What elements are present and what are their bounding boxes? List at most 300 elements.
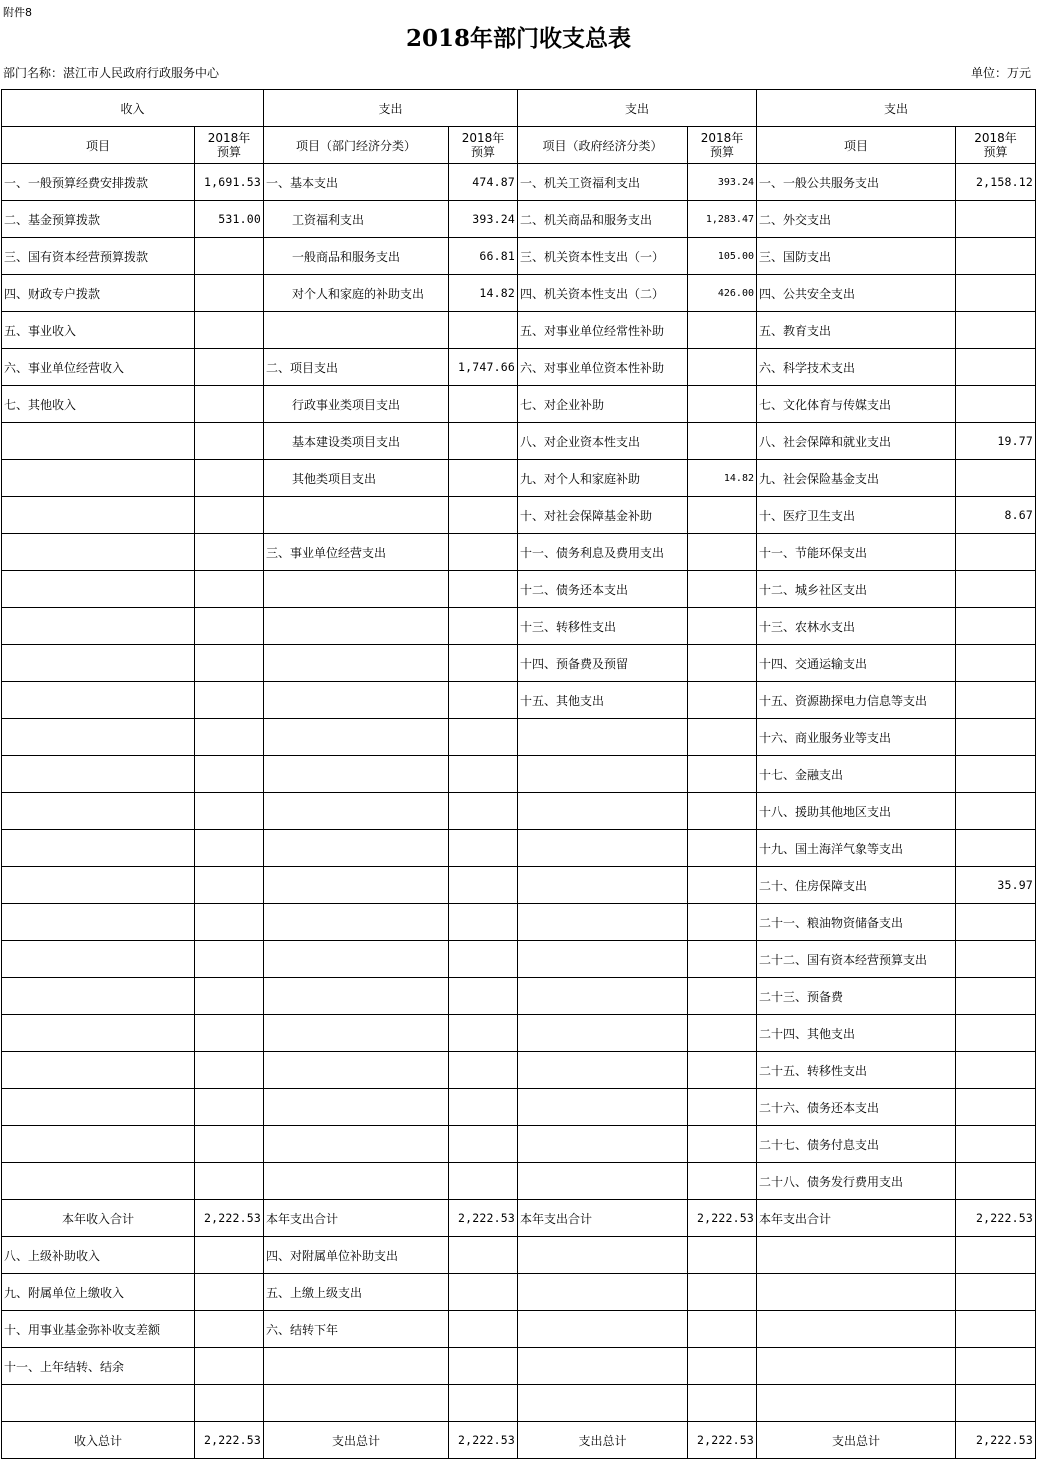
gov-econ-item bbox=[518, 1015, 688, 1052]
gov-econ-amount bbox=[688, 1015, 757, 1052]
functional-amount bbox=[956, 349, 1036, 386]
functional-item: 十九、国土海洋气象等支出 bbox=[757, 830, 956, 867]
income-amount bbox=[195, 793, 264, 830]
income-item bbox=[2, 682, 195, 719]
functional-amount bbox=[956, 460, 1036, 497]
page-title: 2018年部门收支总表 bbox=[405, 25, 631, 52]
gov-econ-item: 一、机关工资福利支出 bbox=[518, 164, 688, 201]
dept-econ-amount: 474.87 bbox=[449, 164, 518, 201]
dept-econ-item bbox=[264, 608, 449, 645]
gov-econ-amount bbox=[688, 756, 757, 793]
gov-econ-amount bbox=[688, 904, 757, 941]
income-item: 八、上级补助收入 bbox=[2, 1237, 195, 1274]
functional-item bbox=[757, 1237, 956, 1274]
gov-econ-item bbox=[518, 1163, 688, 1200]
year-expenditure-total-label: 本年支出合计 bbox=[264, 1200, 449, 1237]
header-budget-label: 预算 bbox=[983, 145, 1008, 159]
dept-econ-amount bbox=[449, 1237, 518, 1274]
gov-econ-amount bbox=[688, 1052, 757, 1089]
table-row bbox=[2, 867, 1036, 904]
dept-econ-amount bbox=[449, 719, 518, 756]
income-amount bbox=[195, 1052, 264, 1089]
header-budget-label: 预算 bbox=[470, 145, 495, 159]
table-row bbox=[2, 608, 1036, 645]
income-item: 二、基金预算拨款 bbox=[2, 201, 195, 238]
year-expenditure-total-label: 本年支出合计 bbox=[518, 1200, 688, 1237]
gov-econ-amount bbox=[688, 534, 757, 571]
functional-amount: 8.67 bbox=[956, 497, 1036, 534]
income-item: 三、国有资本经营预算拨款 bbox=[2, 238, 195, 275]
functional-amount bbox=[956, 645, 1036, 682]
gov-econ-amount bbox=[688, 1237, 757, 1274]
year-total-row bbox=[2, 1200, 1036, 1237]
functional-item: 八、社会保障和就业支出 bbox=[757, 423, 956, 460]
income-amount bbox=[195, 1015, 264, 1052]
functional-amount: 35.97 bbox=[956, 867, 1036, 904]
functional-amount bbox=[956, 238, 1036, 275]
income-amount bbox=[195, 867, 264, 904]
dept-econ-item bbox=[264, 312, 449, 349]
gov-econ-item bbox=[518, 1089, 688, 1126]
dept-econ-amount bbox=[449, 608, 518, 645]
header-item: 项目 bbox=[2, 127, 195, 164]
gov-econ-amount bbox=[688, 941, 757, 978]
functional-item: 二十五、转移性支出 bbox=[757, 1052, 956, 1089]
gov-econ-amount bbox=[688, 386, 757, 423]
table-row bbox=[2, 1237, 1036, 1274]
header-row-sections bbox=[2, 90, 1036, 127]
table-row bbox=[2, 1052, 1036, 1089]
dept-econ-amount: 393.24 bbox=[449, 201, 518, 238]
income-item bbox=[2, 756, 195, 793]
income-item bbox=[2, 830, 195, 867]
dept-econ-amount bbox=[449, 1052, 518, 1089]
dept-econ-amount bbox=[449, 386, 518, 423]
table-row bbox=[2, 534, 1036, 571]
income-item bbox=[2, 645, 195, 682]
income-item bbox=[2, 534, 195, 571]
functional-amount bbox=[956, 534, 1036, 571]
income-item bbox=[2, 608, 195, 645]
grand-expenditure-total-label: 支出总计 bbox=[757, 1422, 956, 1459]
gov-econ-item: 九、对个人和家庭补助 bbox=[518, 460, 688, 497]
dept-econ-item bbox=[264, 571, 449, 608]
dept-econ-item bbox=[264, 904, 449, 941]
table-row bbox=[2, 1015, 1036, 1052]
functional-item: 十一、节能环保支出 bbox=[757, 534, 956, 571]
income-amount bbox=[195, 1237, 264, 1274]
functional-amount bbox=[956, 1052, 1036, 1089]
table-row bbox=[2, 275, 1036, 312]
functional-amount bbox=[956, 1274, 1036, 1311]
dept-econ-item bbox=[264, 978, 449, 1015]
gov-econ-amount bbox=[688, 423, 757, 460]
dept-econ-item: 二、项目支出 bbox=[264, 349, 449, 386]
header-expenditure-2: 支出 bbox=[518, 90, 757, 127]
functional-amount bbox=[956, 571, 1036, 608]
dept-econ-item: 对个人和家庭的补助支出 bbox=[264, 275, 449, 312]
gov-econ-amount bbox=[688, 1089, 757, 1126]
header-expenditure-3: 支出 bbox=[757, 90, 1036, 127]
functional-item: 十八、援助其他地区支出 bbox=[757, 793, 956, 830]
dept-econ-amount bbox=[449, 1311, 518, 1348]
table-row bbox=[2, 1385, 1036, 1422]
functional-item: 三、国防支出 bbox=[757, 238, 956, 275]
gov-econ-amount bbox=[688, 719, 757, 756]
table-row bbox=[2, 238, 1036, 275]
income-amount bbox=[195, 904, 264, 941]
income-amount bbox=[195, 312, 264, 349]
income-item: 十、用事业基金弥补收支差额 bbox=[2, 1311, 195, 1348]
income-item bbox=[2, 1126, 195, 1163]
functional-amount: 19.77 bbox=[956, 423, 1036, 460]
unit-label: 单位：万元 bbox=[970, 66, 1031, 80]
functional-amount bbox=[956, 1311, 1036, 1348]
dept-econ-item: 四、对附属单位补助支出 bbox=[264, 1237, 449, 1274]
dept-econ-item bbox=[264, 1163, 449, 1200]
table-row bbox=[2, 941, 1036, 978]
income-amount bbox=[195, 1163, 264, 1200]
header-budget-year: 2018年 bbox=[974, 131, 1017, 145]
functional-amount bbox=[956, 756, 1036, 793]
table-row bbox=[2, 645, 1036, 682]
dept-econ-amount: 66.81 bbox=[449, 238, 518, 275]
table-row bbox=[2, 1163, 1036, 1200]
dept-econ-amount bbox=[449, 1348, 518, 1385]
functional-item: 二十二、国有资本经营预算支出 bbox=[757, 941, 956, 978]
income-amount bbox=[195, 830, 264, 867]
annex-label: 附件8 bbox=[3, 6, 32, 19]
income-amount bbox=[195, 275, 264, 312]
table-row bbox=[2, 756, 1036, 793]
income-amount bbox=[195, 1089, 264, 1126]
gov-econ-item: 十四、预备费及预留 bbox=[518, 645, 688, 682]
income-amount bbox=[195, 1385, 264, 1422]
income-amount bbox=[195, 460, 264, 497]
functional-amount bbox=[956, 941, 1036, 978]
functional-item: 六、科学技术支出 bbox=[757, 349, 956, 386]
income-item: 六、事业单位经营收入 bbox=[2, 349, 195, 386]
income-amount bbox=[195, 423, 264, 460]
gov-econ-item bbox=[518, 719, 688, 756]
gov-econ-amount bbox=[688, 1126, 757, 1163]
income-amount bbox=[195, 349, 264, 386]
functional-item bbox=[757, 1348, 956, 1385]
dept-econ-item bbox=[264, 830, 449, 867]
gov-econ-item bbox=[518, 1126, 688, 1163]
year-expenditure-total-amount: 2,222.53 bbox=[688, 1200, 757, 1237]
income-item bbox=[2, 978, 195, 1015]
income-amount: 531.00 bbox=[195, 201, 264, 238]
income-item bbox=[2, 719, 195, 756]
header-budget bbox=[449, 127, 518, 164]
income-item: 五、事业收入 bbox=[2, 312, 195, 349]
gov-econ-item bbox=[518, 904, 688, 941]
grand-expenditure-total-label: 支出总计 bbox=[264, 1422, 449, 1459]
functional-amount bbox=[956, 1237, 1036, 1274]
year-income-total-amount: 2,222.53 bbox=[195, 1200, 264, 1237]
gov-econ-amount: 426.00 bbox=[688, 275, 757, 312]
functional-item: 五、教育支出 bbox=[757, 312, 956, 349]
dept-econ-amount bbox=[449, 830, 518, 867]
gov-econ-amount bbox=[688, 1385, 757, 1422]
income-amount bbox=[195, 941, 264, 978]
income-item bbox=[2, 941, 195, 978]
grand-total-row bbox=[2, 1422, 1036, 1459]
header-row-columns bbox=[2, 127, 1036, 164]
dept-econ-amount bbox=[449, 941, 518, 978]
functional-item: 二十八、债务发行费用支出 bbox=[757, 1163, 956, 1200]
grand-expenditure-total-amount: 2,222.53 bbox=[956, 1422, 1036, 1459]
gov-econ-amount bbox=[688, 978, 757, 1015]
table-row bbox=[2, 460, 1036, 497]
functional-item: 十二、城乡社区支出 bbox=[757, 571, 956, 608]
income-item: 一、一般预算经费安排拨款 bbox=[2, 164, 195, 201]
gov-econ-item: 二、机关商品和服务支出 bbox=[518, 201, 688, 238]
gov-econ-item: 十二、债务还本支出 bbox=[518, 571, 688, 608]
income-item: 七、其他收入 bbox=[2, 386, 195, 423]
functional-item: 二十三、预备费 bbox=[757, 978, 956, 1015]
header-item-econ-dept: 项目（部门经济分类） bbox=[264, 127, 449, 164]
gov-econ-item bbox=[518, 1052, 688, 1089]
year-expenditure-total-amount: 2,222.53 bbox=[449, 1200, 518, 1237]
functional-item: 十六、商业服务业等支出 bbox=[757, 719, 956, 756]
functional-item: 二十六、债务还本支出 bbox=[757, 1089, 956, 1126]
dept-econ-item bbox=[264, 1015, 449, 1052]
income-amount bbox=[195, 386, 264, 423]
dept-econ-amount bbox=[449, 682, 518, 719]
functional-amount bbox=[956, 978, 1036, 1015]
table-row bbox=[2, 497, 1036, 534]
header-budget bbox=[956, 127, 1036, 164]
income-amount bbox=[195, 978, 264, 1015]
header-item-econ-gov: 项目（政府经济分类） bbox=[518, 127, 688, 164]
table-row bbox=[2, 423, 1036, 460]
functional-item: 二十七、债务付息支出 bbox=[757, 1126, 956, 1163]
income-item bbox=[2, 571, 195, 608]
gov-econ-amount bbox=[688, 497, 757, 534]
income-item bbox=[2, 1015, 195, 1052]
dept-econ-item: 六、结转下年 bbox=[264, 1311, 449, 1348]
functional-amount bbox=[956, 1348, 1036, 1385]
functional-item: 十、医疗卫生支出 bbox=[757, 497, 956, 534]
header-income: 收入 bbox=[2, 90, 264, 127]
functional-amount bbox=[956, 386, 1036, 423]
dept-econ-amount bbox=[449, 571, 518, 608]
functional-amount: 2,158.12 bbox=[956, 164, 1036, 201]
dept-econ-item: 其他类项目支出 bbox=[264, 460, 449, 497]
dept-econ-item bbox=[264, 1089, 449, 1126]
functional-amount bbox=[956, 1015, 1036, 1052]
dept-econ-amount bbox=[449, 645, 518, 682]
dept-econ-amount bbox=[449, 460, 518, 497]
table-row bbox=[2, 1274, 1036, 1311]
functional-amount bbox=[956, 1126, 1036, 1163]
dept-econ-item bbox=[264, 1052, 449, 1089]
gov-econ-amount: 105.00 bbox=[688, 238, 757, 275]
functional-item: 二十四、其他支出 bbox=[757, 1015, 956, 1052]
dept-econ-item bbox=[264, 1348, 449, 1385]
dept-econ-amount bbox=[449, 497, 518, 534]
dept-econ-amount bbox=[449, 1274, 518, 1311]
dept-econ-item: 行政事业类项目支出 bbox=[264, 386, 449, 423]
gov-econ-item: 十三、转移性支出 bbox=[518, 608, 688, 645]
dept-econ-amount bbox=[449, 978, 518, 1015]
income-amount bbox=[195, 238, 264, 275]
gov-econ-item bbox=[518, 830, 688, 867]
functional-item: 十四、交通运输支出 bbox=[757, 645, 956, 682]
gov-econ-item: 四、机关资本性支出（二） bbox=[518, 275, 688, 312]
dept-econ-item bbox=[264, 719, 449, 756]
header-budget bbox=[195, 127, 264, 164]
dept-econ-amount bbox=[449, 867, 518, 904]
table-row bbox=[2, 682, 1036, 719]
header-budget-label: 预算 bbox=[709, 145, 734, 159]
income-amount bbox=[195, 497, 264, 534]
dept-econ-item: 五、上缴上级支出 bbox=[264, 1274, 449, 1311]
dept-econ-item bbox=[264, 497, 449, 534]
gov-econ-item: 六、对事业单位资本性补助 bbox=[518, 349, 688, 386]
table-row bbox=[2, 349, 1036, 386]
gov-econ-amount bbox=[688, 867, 757, 904]
gov-econ-item bbox=[518, 867, 688, 904]
gov-econ-item: 五、对事业单位经常性补助 bbox=[518, 312, 688, 349]
income-amount bbox=[195, 1126, 264, 1163]
dept-econ-amount bbox=[449, 423, 518, 460]
year-expenditure-total-amount: 2,222.53 bbox=[956, 1200, 1036, 1237]
table-row bbox=[2, 1089, 1036, 1126]
year-expenditure-total-label: 本年支出合计 bbox=[757, 1200, 956, 1237]
dept-econ-amount bbox=[449, 312, 518, 349]
functional-amount bbox=[956, 682, 1036, 719]
year-income-total-label: 本年收入合计 bbox=[2, 1200, 195, 1237]
grand-expenditure-total-amount: 2,222.53 bbox=[449, 1422, 518, 1459]
functional-item: 二、外交支出 bbox=[757, 201, 956, 238]
dept-econ-amount bbox=[449, 1126, 518, 1163]
income-amount bbox=[195, 1348, 264, 1385]
functional-amount bbox=[956, 1163, 1036, 1200]
functional-amount bbox=[956, 793, 1036, 830]
income-amount bbox=[195, 1274, 264, 1311]
gov-econ-amount bbox=[688, 1311, 757, 1348]
functional-amount bbox=[956, 830, 1036, 867]
dept-econ-item bbox=[264, 941, 449, 978]
gov-econ-item bbox=[518, 1274, 688, 1311]
functional-amount bbox=[956, 201, 1036, 238]
grand-expenditure-total-label: 支出总计 bbox=[518, 1422, 688, 1459]
income-item: 九、附属单位上缴收入 bbox=[2, 1274, 195, 1311]
income-amount bbox=[195, 571, 264, 608]
functional-item: 四、公共安全支出 bbox=[757, 275, 956, 312]
dept-econ-item: 工资福利支出 bbox=[264, 201, 449, 238]
dept-econ-amount bbox=[449, 756, 518, 793]
functional-item: 二十、住房保障支出 bbox=[757, 867, 956, 904]
dept-econ-item: 三、事业单位经营支出 bbox=[264, 534, 449, 571]
table-row bbox=[2, 1348, 1036, 1385]
income-item bbox=[2, 867, 195, 904]
income-item bbox=[2, 423, 195, 460]
income-item bbox=[2, 460, 195, 497]
gov-econ-amount bbox=[688, 1274, 757, 1311]
dept-econ-amount: 1,747.66 bbox=[449, 349, 518, 386]
functional-amount bbox=[956, 719, 1036, 756]
income-amount bbox=[195, 682, 264, 719]
functional-item bbox=[757, 1274, 956, 1311]
gov-econ-item bbox=[518, 1311, 688, 1348]
functional-amount bbox=[956, 275, 1036, 312]
functional-amount bbox=[956, 904, 1036, 941]
table-row bbox=[2, 201, 1036, 238]
gov-econ-item bbox=[518, 1385, 688, 1422]
gov-econ-amount: 393.24 bbox=[688, 164, 757, 201]
income-amount bbox=[195, 645, 264, 682]
gov-econ-amount bbox=[688, 349, 757, 386]
gov-econ-item: 十、对社会保障基金补助 bbox=[518, 497, 688, 534]
department-name: 部门名称：湛江市人民政府行政服务中心 bbox=[3, 66, 220, 80]
header-budget-label: 预算 bbox=[216, 145, 241, 159]
dept-econ-amount bbox=[449, 534, 518, 571]
gov-econ-amount bbox=[688, 793, 757, 830]
gov-econ-item: 十一、债务利息及费用支出 bbox=[518, 534, 688, 571]
gov-econ-item: 八、对企业资本性支出 bbox=[518, 423, 688, 460]
dept-econ-amount bbox=[449, 1163, 518, 1200]
header-expenditure-1: 支出 bbox=[264, 90, 518, 127]
functional-item bbox=[757, 1385, 956, 1422]
functional-item: 十三、农林水支出 bbox=[757, 608, 956, 645]
gov-econ-item bbox=[518, 1237, 688, 1274]
header-item-functional: 项目 bbox=[757, 127, 956, 164]
income-amount: 1,691.53 bbox=[195, 164, 264, 201]
table-row bbox=[2, 830, 1036, 867]
income-item bbox=[2, 1089, 195, 1126]
gov-econ-item: 三、机关资本性支出（一） bbox=[518, 238, 688, 275]
dept-econ-amount bbox=[449, 904, 518, 941]
gov-econ-amount bbox=[688, 608, 757, 645]
income-amount bbox=[195, 719, 264, 756]
table-row bbox=[2, 719, 1036, 756]
gov-econ-item bbox=[518, 941, 688, 978]
functional-amount bbox=[956, 312, 1036, 349]
dept-econ-amount bbox=[449, 1015, 518, 1052]
header-budget-year: 2018年 bbox=[207, 131, 251, 145]
table-row bbox=[2, 793, 1036, 830]
dept-econ-item bbox=[264, 793, 449, 830]
income-item bbox=[2, 1385, 195, 1422]
gov-econ-amount bbox=[688, 571, 757, 608]
dept-econ-item bbox=[264, 645, 449, 682]
income-item: 十一、上年结转、结余 bbox=[2, 1348, 195, 1385]
functional-amount bbox=[956, 1385, 1036, 1422]
gov-econ-amount bbox=[688, 312, 757, 349]
income-amount bbox=[195, 608, 264, 645]
functional-item: 十五、资源勘探电力信息等支出 bbox=[757, 682, 956, 719]
gov-econ-item bbox=[518, 978, 688, 1015]
functional-item bbox=[757, 1311, 956, 1348]
header-budget-year: 2018年 bbox=[461, 131, 505, 145]
table-row bbox=[2, 386, 1036, 423]
table-row bbox=[2, 164, 1036, 201]
grand-income-total-label: 收入总计 bbox=[2, 1422, 195, 1459]
grand-expenditure-total-amount: 2,222.53 bbox=[688, 1422, 757, 1459]
dept-econ-amount: 14.82 bbox=[449, 275, 518, 312]
dept-econ-item bbox=[264, 1126, 449, 1163]
dept-econ-item bbox=[264, 867, 449, 904]
dept-econ-item bbox=[264, 682, 449, 719]
income-amount bbox=[195, 756, 264, 793]
table-row bbox=[2, 1126, 1036, 1163]
income-item bbox=[2, 904, 195, 941]
functional-amount bbox=[956, 608, 1036, 645]
